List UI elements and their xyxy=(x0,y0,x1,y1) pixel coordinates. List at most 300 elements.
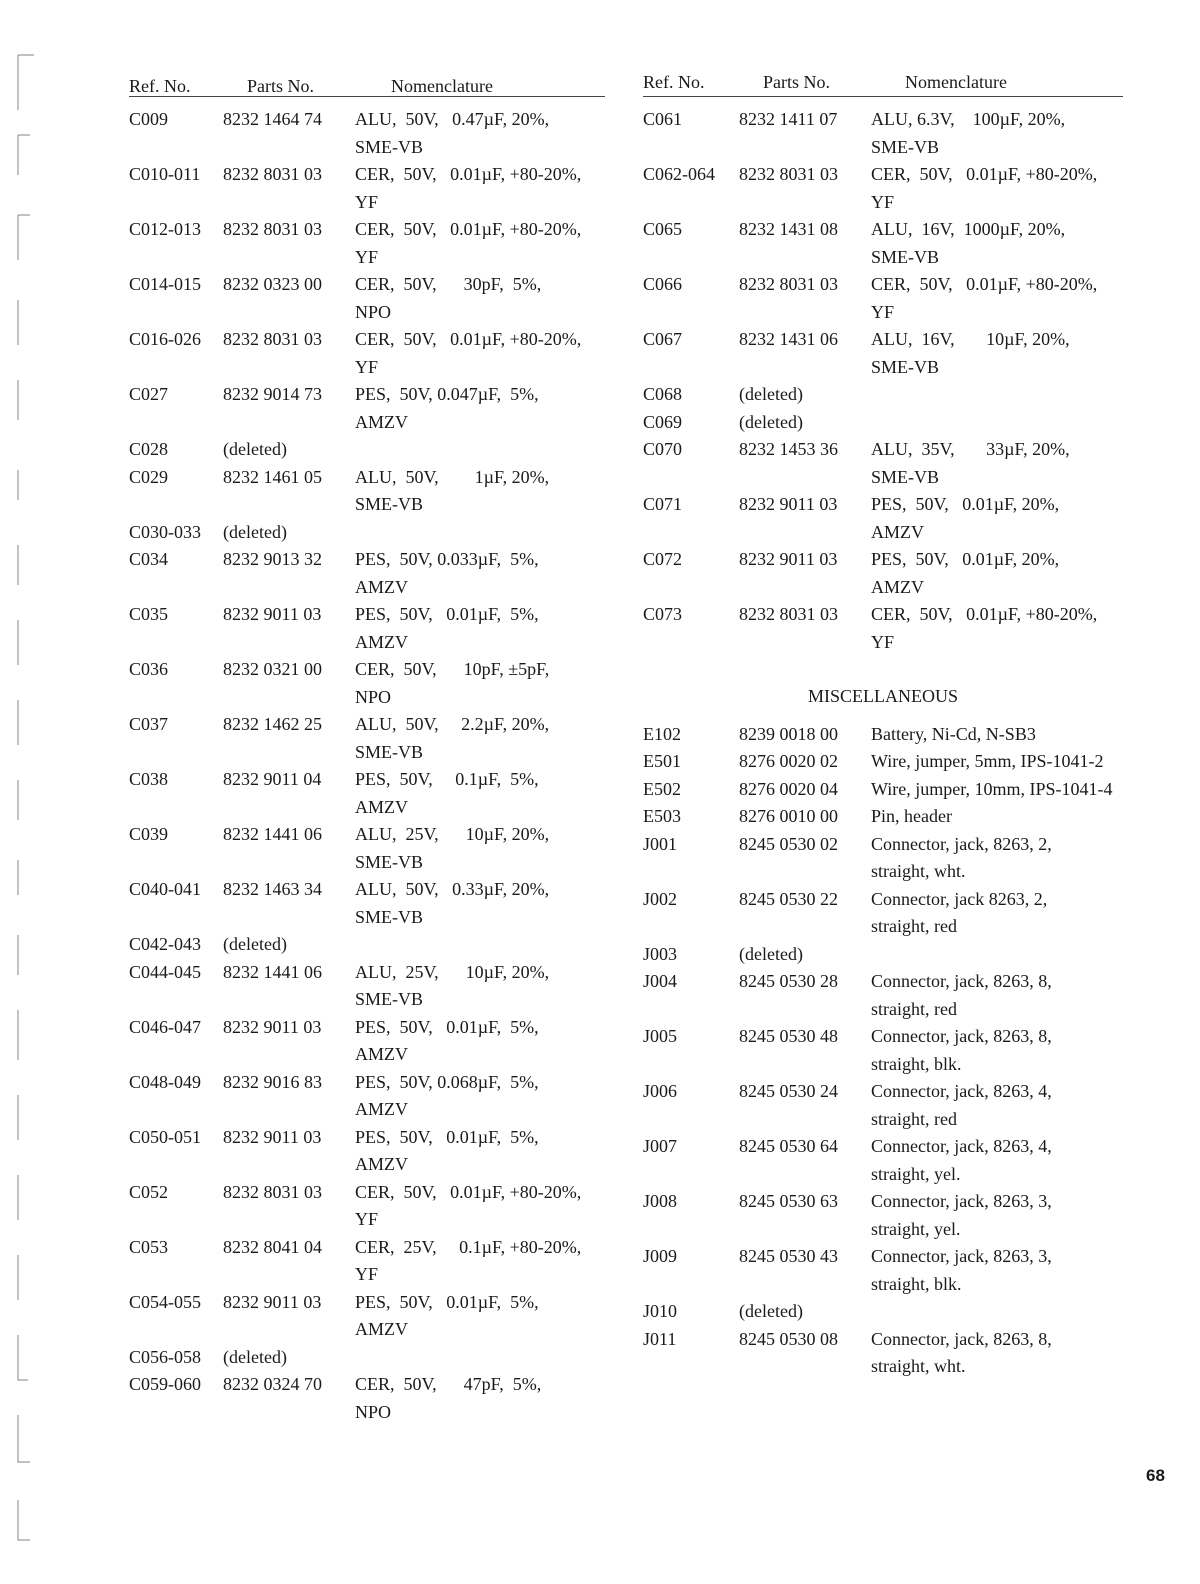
parts-row xyxy=(129,601,629,656)
parts-no: 8232 8031 03 xyxy=(223,164,322,184)
nomenclature: Battery, Ni-Cd, N-SB3 xyxy=(871,723,1036,744)
parts-no: 8232 8031 03 xyxy=(739,274,838,294)
ref-no: C062-064 xyxy=(643,164,715,184)
nomenclature-continued: NPO xyxy=(355,686,392,707)
parts-no: 8232 1431 06 xyxy=(739,329,838,349)
parts-no: 8232 8031 03 xyxy=(739,604,838,624)
parts-row xyxy=(129,821,629,876)
parts-row xyxy=(129,876,629,931)
parts-row xyxy=(643,601,1163,656)
parts-no: 8232 8031 03 xyxy=(223,329,322,349)
parts-row xyxy=(129,1371,629,1426)
nomenclature-cell xyxy=(871,776,1113,804)
parts-row xyxy=(129,519,629,547)
ref-no: J002 xyxy=(643,888,678,909)
nomenclature: CER, 50V, 0.01µF, +80-20%, xyxy=(355,164,582,184)
nomenclature: PES, 50V, 0.01µF, 20%, xyxy=(871,494,1060,514)
parts-row xyxy=(643,941,1163,969)
nomenclature: Connector, jack 8263, 2, xyxy=(871,888,1048,909)
parts-no: 8232 9013 32 xyxy=(223,549,322,569)
ref-no: C068 xyxy=(643,384,683,404)
parts-row xyxy=(643,409,1163,437)
nomenclature-continued: AMZV xyxy=(355,1044,408,1064)
ref-no: J006 xyxy=(643,1081,678,1101)
nomenclature: PES, 50V, 0.01µF, 5%, xyxy=(355,604,539,624)
parts-row xyxy=(129,1014,629,1069)
parts-no: 8245 0530 08 xyxy=(739,1328,838,1349)
parts-no: 8245 0530 64 xyxy=(739,1136,838,1156)
parts-no: 8245 0530 63 xyxy=(739,1191,838,1211)
nomenclature: ALU, 50V, 2.2µF, 20%, xyxy=(355,714,550,734)
parts-row xyxy=(643,161,1163,216)
parts-no: 8232 8041 04 xyxy=(223,1236,322,1257)
ref-no: C069 xyxy=(643,411,683,432)
nomenclature-continued: AMZV xyxy=(355,1154,408,1174)
parts-row xyxy=(129,1344,629,1372)
nomenclature-cell xyxy=(355,546,539,601)
ref-no: J009 xyxy=(643,1246,678,1266)
ref-no: C065 xyxy=(643,219,683,239)
parts-row xyxy=(643,1133,1163,1188)
nomenclature-cell xyxy=(355,381,539,436)
ref-no: J007 xyxy=(643,1136,678,1156)
parts-no: (deleted) xyxy=(223,934,287,954)
nomenclature-continued: AMZV xyxy=(871,576,924,597)
parts-no: 8232 1461 05 xyxy=(223,466,322,487)
parts-no: 8232 9016 83 xyxy=(223,1071,322,1092)
parts-no: 8245 0530 02 xyxy=(739,833,838,854)
nomenclature-cell xyxy=(355,1371,541,1426)
nomenclature-continued: straight, red xyxy=(871,1108,957,1129)
parts-row xyxy=(643,1078,1163,1133)
ref-no: J011 xyxy=(643,1328,677,1349)
nomenclature: CER, 50V, 47pF, 5%, xyxy=(355,1374,542,1394)
ref-no: C073 xyxy=(643,604,683,624)
parts-row xyxy=(643,436,1163,491)
nomenclature: PES, 50V, 0.01µF, 5%, xyxy=(355,1291,539,1312)
header-ref-no: Ref. No. xyxy=(129,76,191,96)
nomenclature: Connector, jack, 8263, 3, xyxy=(871,1246,1052,1266)
nomenclature-cell xyxy=(355,216,581,271)
nomenclature-cell xyxy=(871,803,952,831)
ref-no: C010-011 xyxy=(129,164,201,184)
parts-no: (deleted) xyxy=(739,1301,803,1321)
nomenclature-cell xyxy=(355,1124,539,1179)
parts-row xyxy=(643,1326,1163,1381)
nomenclature-cell xyxy=(355,1014,539,1069)
nomenclature-cell xyxy=(355,1289,539,1344)
ref-no: C028 xyxy=(129,439,169,459)
parts-row xyxy=(643,831,1163,886)
nomenclature: Connector, jack, 8263, 2, xyxy=(871,833,1052,854)
ref-no: E501 xyxy=(643,751,681,771)
header-ref-no: Ref. No. xyxy=(643,72,705,92)
nomenclature-cell xyxy=(355,1179,581,1234)
column-header xyxy=(129,70,629,100)
ref-no: J001 xyxy=(643,833,678,854)
ref-no: C072 xyxy=(643,549,683,569)
ref-no: C034 xyxy=(129,549,169,569)
parts-no: 8232 9011 04 xyxy=(223,769,322,789)
nomenclature-continued: SME-VB xyxy=(355,989,424,1009)
parts-row xyxy=(129,1234,629,1289)
nomenclature-continued: AMZV xyxy=(355,411,408,432)
ref-no: E102 xyxy=(643,723,681,744)
nomenclature-continued: SME-VB xyxy=(871,246,940,267)
parts-no: 8232 8031 03 xyxy=(223,219,322,239)
ref-no: J008 xyxy=(643,1191,678,1211)
nomenclature: PES, 50V, 0.01µF, 5%, xyxy=(355,1016,539,1037)
ref-no: C067 xyxy=(643,329,683,349)
parts-list-right-column xyxy=(643,70,1163,1381)
parts-no: 8232 0321 00 xyxy=(223,659,322,679)
nomenclature: Connector, jack, 8263, 8, xyxy=(871,971,1052,991)
ref-no: J004 xyxy=(643,971,678,991)
parts-no: 8232 1441 06 xyxy=(223,824,322,844)
nomenclature-cell xyxy=(871,271,1097,326)
ref-no: C037 xyxy=(129,714,169,734)
parts-no: (deleted) xyxy=(739,943,803,964)
parts-row xyxy=(129,436,629,464)
nomenclature: ALU, 50V, 0.47µF, 20%, xyxy=(355,109,550,129)
nomenclature-continued: straight, wht. xyxy=(871,1356,966,1376)
nomenclature-cell xyxy=(355,876,549,931)
ref-no: C040-041 xyxy=(129,879,201,899)
ref-no: C070 xyxy=(643,439,683,459)
nomenclature: Connector, jack, 8263, 8, xyxy=(871,1328,1052,1349)
parts-row xyxy=(643,546,1163,601)
nomenclature-continued: straight, red xyxy=(871,916,957,936)
nomenclature-continued: YF xyxy=(355,191,379,212)
parts-no: 8232 1462 25 xyxy=(223,714,322,734)
nomenclature-cell xyxy=(355,271,541,326)
parts-row xyxy=(643,748,1163,776)
ref-no: C042-043 xyxy=(129,934,201,954)
parts-row xyxy=(643,721,1163,749)
nomenclature-cell xyxy=(871,161,1097,216)
nomenclature-cell xyxy=(871,546,1059,601)
ref-no: E503 xyxy=(643,806,681,826)
ref-no: C039 xyxy=(129,824,169,844)
parts-list-left-column xyxy=(129,70,629,1426)
nomenclature-continued: AMZV xyxy=(355,576,408,597)
nomenclature-cell xyxy=(355,464,549,519)
ref-no: C009 xyxy=(129,109,169,129)
nomenclature-continued: YF xyxy=(355,246,379,267)
nomenclature: PES, 50V, 0.068µF, 5%, xyxy=(355,1071,539,1092)
parts-no: 8232 9014 73 xyxy=(223,384,322,404)
parts-row xyxy=(129,381,629,436)
parts-row xyxy=(129,656,629,711)
ref-no: J005 xyxy=(643,1026,678,1046)
parts-row xyxy=(643,106,1163,161)
parts-no: 8232 0324 70 xyxy=(223,1374,322,1394)
nomenclature-continued: SME-VB xyxy=(355,851,424,872)
parts-no: 8232 1463 34 xyxy=(223,879,322,899)
parts-no: 8232 9011 03 xyxy=(739,494,838,514)
binding-edge-marks xyxy=(0,0,40,1584)
nomenclature-continued: AMZV xyxy=(871,521,924,542)
parts-no: 8245 0530 22 xyxy=(739,888,838,909)
nomenclature-cell xyxy=(355,1069,539,1124)
nomenclature-continued: SME-VB xyxy=(871,356,940,377)
ref-no: C016-026 xyxy=(129,329,201,349)
header-nomenclature: Nomenclature xyxy=(391,76,493,96)
nomenclature: CER, 25V, 0.1µF, +80-20%, xyxy=(355,1236,582,1257)
parts-no: (deleted) xyxy=(739,411,803,432)
nomenclature-cell xyxy=(871,721,1036,749)
parts-no: 8245 0530 48 xyxy=(739,1026,838,1046)
parts-no: 8232 9011 03 xyxy=(223,1291,322,1312)
parts-no: 8232 1411 07 xyxy=(739,109,838,129)
parts-no: 8232 9011 03 xyxy=(223,1016,322,1037)
parts-row xyxy=(129,1179,629,1234)
parts-row xyxy=(643,776,1163,804)
parts-row xyxy=(129,766,629,821)
ref-no: C048-049 xyxy=(129,1071,201,1092)
nomenclature-cell xyxy=(355,161,581,216)
nomenclature-continued: AMZV xyxy=(355,631,408,652)
nomenclature: CER, 50V, 0.01µF, +80-20%, xyxy=(871,604,1098,624)
ref-no: C036 xyxy=(129,659,169,679)
parts-row xyxy=(643,216,1163,271)
nomenclature-cell xyxy=(871,601,1097,656)
parts-no: (deleted) xyxy=(223,521,287,542)
parts-no: 8232 1464 74 xyxy=(223,109,322,129)
parts-no: 8232 1431 08 xyxy=(739,219,838,239)
nomenclature-continued: NPO xyxy=(355,301,392,322)
nomenclature: CER, 50V, 0.01µF, +80-20%, xyxy=(871,164,1098,184)
nomenclature-cell xyxy=(871,106,1065,161)
parts-no: 8232 0323 00 xyxy=(223,274,322,294)
nomenclature-continued: SME-VB xyxy=(355,494,424,514)
parts-no: 8232 8031 03 xyxy=(223,1181,322,1202)
nomenclature: ALU, 50V, 0.33µF, 20%, xyxy=(355,879,550,899)
parts-no: 8232 1441 06 xyxy=(223,961,322,982)
parts-row xyxy=(129,931,629,959)
nomenclature-continued: YF xyxy=(871,191,895,212)
parts-row xyxy=(643,326,1163,381)
nomenclature-continued: straight, yel. xyxy=(871,1163,961,1184)
header-rule xyxy=(129,96,605,97)
nomenclature-cell xyxy=(355,959,549,1014)
nomenclature: CER, 50V, 0.01µF, +80-20%, xyxy=(355,219,582,239)
nomenclature: CER, 50V, 0.01µF, +80-20%, xyxy=(355,329,582,349)
nomenclature: ALU, 25V, 10µF, 20%, xyxy=(355,961,550,982)
nomenclature: ALU, 16V, 10µF, 20%, xyxy=(871,329,1070,349)
nomenclature-cell xyxy=(355,821,549,876)
nomenclature-continued: straight, yel. xyxy=(871,1218,961,1239)
parts-row xyxy=(129,711,629,766)
header-rule xyxy=(643,96,1123,97)
nomenclature-continued: SME-VB xyxy=(355,136,424,157)
parts-row xyxy=(129,216,629,271)
nomenclature-continued: SME-VB xyxy=(355,741,424,762)
ref-no: C030-033 xyxy=(129,521,201,542)
nomenclature-cell xyxy=(871,436,1070,491)
ref-no: C053 xyxy=(129,1236,169,1257)
parts-row xyxy=(643,803,1163,831)
nomenclature: Pin, header xyxy=(871,806,952,826)
ref-no: C052 xyxy=(129,1181,169,1202)
parts-no: 8245 0530 24 xyxy=(739,1081,838,1101)
nomenclature: PES, 50V, 0.033µF, 5%, xyxy=(355,549,539,569)
ref-no: C046-047 xyxy=(129,1016,201,1037)
parts-no: 8232 9011 03 xyxy=(739,549,838,569)
nomenclature: Connector, jack, 8263, 3, xyxy=(871,1191,1052,1211)
parts-row xyxy=(643,1243,1163,1298)
ref-no: C056-058 xyxy=(129,1346,201,1367)
nomenclature-cell xyxy=(871,491,1059,546)
parts-no: 8232 1453 36 xyxy=(739,439,838,459)
parts-row xyxy=(129,326,629,381)
parts-row xyxy=(643,1188,1163,1243)
nomenclature-continued: YF xyxy=(355,1209,379,1229)
nomenclature: Wire, jumper, 10mm, IPS-1041-4 xyxy=(871,778,1113,799)
parts-row xyxy=(129,464,629,519)
parts-no: 8276 0020 04 xyxy=(739,778,838,799)
page-number: 68 xyxy=(1146,1466,1165,1485)
nomenclature-cell xyxy=(871,1188,1052,1243)
parts-no: 8276 0010 00 xyxy=(739,806,838,826)
parts-row xyxy=(129,106,629,161)
ref-no: C038 xyxy=(129,769,169,789)
parts-row xyxy=(129,546,629,601)
nomenclature-cell xyxy=(355,1234,581,1289)
parts-no: (deleted) xyxy=(223,1346,287,1367)
parts-row xyxy=(129,1124,629,1179)
ref-no: J010 xyxy=(643,1301,678,1321)
parts-row xyxy=(129,1069,629,1124)
column-header xyxy=(643,70,1163,100)
nomenclature-continued: SME-VB xyxy=(871,466,940,487)
nomenclature: Connector, jack, 8263, 4, xyxy=(871,1081,1052,1101)
ref-no: C054-055 xyxy=(129,1291,201,1312)
parts-no: (deleted) xyxy=(223,439,287,459)
nomenclature-continued: AMZV xyxy=(355,1319,408,1339)
nomenclature-continued: YF xyxy=(871,631,895,652)
nomenclature: PES, 50V, 0.01µF, 20%, xyxy=(871,549,1060,569)
header-parts-no: Parts No. xyxy=(247,76,314,96)
nomenclature-cell xyxy=(871,968,1052,1023)
header-nomenclature: Nomenclature xyxy=(905,72,1007,92)
ref-no: C014-015 xyxy=(129,274,201,294)
parts-row xyxy=(129,161,629,216)
parts-row xyxy=(129,959,629,1014)
nomenclature-continued: AMZV xyxy=(355,1099,408,1119)
nomenclature-continued: AMZV xyxy=(355,796,408,817)
parts-no: 8276 0020 02 xyxy=(739,751,838,771)
ref-no: C059-060 xyxy=(129,1374,201,1394)
nomenclature-cell xyxy=(355,106,549,161)
parts-row xyxy=(129,1289,629,1344)
nomenclature: ALU, 16V, 1000µF, 20%, xyxy=(871,219,1066,239)
nomenclature-continued: YF xyxy=(871,301,895,322)
parts-no: 8245 0530 43 xyxy=(739,1246,838,1266)
nomenclature: PES, 50V, 0.1µF, 5%, xyxy=(355,769,539,789)
nomenclature-continued: SME-VB xyxy=(871,136,940,157)
nomenclature-continued: YF xyxy=(355,356,379,377)
ref-no: C044-045 xyxy=(129,961,201,982)
nomenclature-cell xyxy=(871,1243,1052,1298)
parts-row xyxy=(129,271,629,326)
nomenclature-continued: YF xyxy=(355,1264,379,1284)
ref-no: C071 xyxy=(643,494,683,514)
nomenclature: CER, 50V, 30pF, 5%, xyxy=(355,274,542,294)
parts-row xyxy=(643,886,1163,941)
parts-row xyxy=(643,491,1163,546)
parts-no: (deleted) xyxy=(739,384,803,404)
parts-row xyxy=(643,1023,1163,1078)
nomenclature: CER, 50V, 0.01µF, +80-20%, xyxy=(871,274,1098,294)
header-parts-no: Parts No. xyxy=(763,72,830,92)
nomenclature-cell xyxy=(871,326,1070,381)
misc-parts-rows xyxy=(643,721,1163,1381)
ref-no: C027 xyxy=(129,384,169,404)
nomenclature: Connector, jack, 8263, 4, xyxy=(871,1136,1052,1156)
nomenclature: PES, 50V, 0.047µF, 5%, xyxy=(355,384,539,404)
ref-no: C050-051 xyxy=(129,1126,201,1147)
nomenclature: ALU, 50V, 1µF, 20%, xyxy=(355,466,550,487)
nomenclature-cell xyxy=(355,766,539,821)
miscellaneous-heading: MISCELLANEOUS xyxy=(807,686,958,706)
nomenclature: Connector, jack, 8263, 8, xyxy=(871,1026,1052,1046)
nomenclature-continued: NPO xyxy=(355,1401,392,1422)
parts-no: 8232 9011 03 xyxy=(223,604,322,624)
nomenclature-cell xyxy=(355,326,581,381)
nomenclature-cell xyxy=(355,711,549,766)
nomenclature-continued: straight, blk. xyxy=(871,1053,962,1074)
parts-rows xyxy=(129,106,629,1426)
parts-no: 8245 0530 28 xyxy=(739,971,838,991)
nomenclature: CER, 50V, 10pF, ±5pF, xyxy=(355,659,550,679)
nomenclature-cell xyxy=(871,1133,1052,1188)
ref-no: C035 xyxy=(129,604,169,624)
parts-rows xyxy=(643,106,1163,656)
parts-row xyxy=(643,271,1163,326)
nomenclature-cell xyxy=(871,1326,1052,1381)
nomenclature: ALU, 6.3V, 100µF, 20%, xyxy=(871,109,1066,129)
nomenclature: ALU, 25V, 10µF, 20%, xyxy=(355,824,550,844)
parts-row xyxy=(643,1298,1163,1326)
nomenclature-cell xyxy=(871,216,1065,271)
nomenclature: Wire, jumper, 5mm, IPS-1041-2 xyxy=(871,751,1104,771)
parts-row xyxy=(643,968,1163,1023)
ref-no: J003 xyxy=(643,943,678,964)
parts-no: 8239 0018 00 xyxy=(739,723,838,744)
nomenclature-continued: straight, red xyxy=(871,998,957,1019)
nomenclature-cell xyxy=(871,886,1047,941)
nomenclature-continued: straight, blk. xyxy=(871,1273,962,1294)
nomenclature-continued: straight, wht. xyxy=(871,861,966,881)
ref-no: C012-013 xyxy=(129,219,201,239)
nomenclature-cell xyxy=(355,601,539,656)
parts-no: 8232 8031 03 xyxy=(739,164,838,184)
nomenclature-cell xyxy=(355,656,549,711)
parts-row xyxy=(643,381,1163,409)
ref-no: C066 xyxy=(643,274,683,294)
nomenclature: ALU, 35V, 33µF, 20%, xyxy=(871,439,1070,459)
nomenclature-cell xyxy=(871,1023,1052,1078)
ref-no: E502 xyxy=(643,778,681,799)
nomenclature-cell xyxy=(871,748,1104,776)
ref-no: C061 xyxy=(643,109,683,129)
nomenclature-cell xyxy=(871,831,1052,886)
nomenclature: CER, 50V, 0.01µF, +80-20%, xyxy=(355,1181,582,1202)
nomenclature-cell xyxy=(871,1078,1052,1133)
ref-no: C029 xyxy=(129,466,169,487)
nomenclature: PES, 50V, 0.01µF, 5%, xyxy=(355,1126,539,1147)
